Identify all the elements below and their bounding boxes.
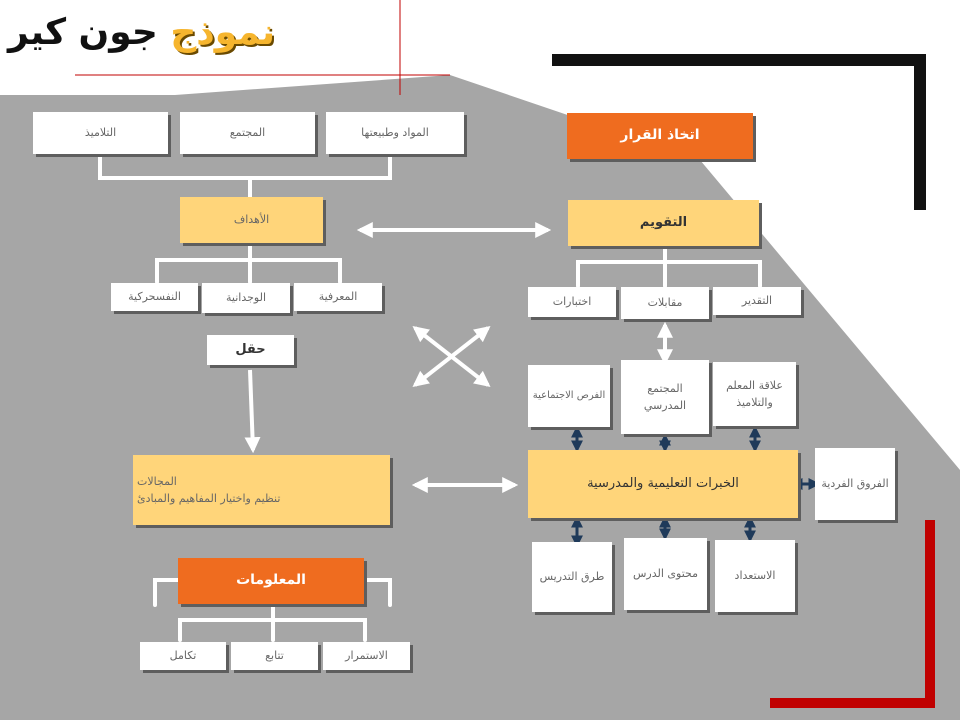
box-readiness: الاستعداد <box>715 540 795 612</box>
box-goals: الأهداف <box>180 197 323 243</box>
box-domains <box>133 455 390 525</box>
box-students: التلاميذ <box>33 112 168 154</box>
title-part-model: نموذج <box>170 12 276 53</box>
connector-top-sources <box>100 152 390 178</box>
title-part-name: جون كير <box>8 12 158 53</box>
domains-text: تنظيم واختيار المفاهيم والمبادئ <box>137 492 281 505</box>
box-evaluation: التقويم <box>568 200 759 246</box>
box-decision: اتخاذ القرار <box>567 113 753 159</box>
box-experiences: الخبرات التعليمية والمدرسية <box>528 450 798 518</box>
box-sequence: تتابع <box>231 642 318 670</box>
box-lesson-content: محتوى الدرس <box>624 538 707 610</box>
box-cognitive: المعرفية <box>294 283 382 311</box>
box-teacher-relation: علاقة المعلم والتلاميذ <box>713 362 796 426</box>
box-continuity: الاستمرار <box>323 642 410 670</box>
box-interviews: مقابلات <box>621 287 709 319</box>
box-materials: المواد وطبيعتها <box>326 112 464 154</box>
box-school-community: المجتمع المدرسي <box>621 360 709 434</box>
arrow-field-domains <box>250 370 253 450</box>
box-integration: تكامل <box>140 642 226 670</box>
box-individual-differences: الفروق الفردية <box>815 448 895 520</box>
box-field: حقل <box>207 335 294 365</box>
connector-eval-types <box>578 262 760 286</box>
box-social-opportunities: الفرص الاجتماعية <box>528 365 610 427</box>
box-information: المعلومات <box>178 558 364 604</box>
page-title <box>8 12 275 53</box>
box-affective: الوجدانية <box>202 283 290 313</box>
domains-title: المجالات <box>137 474 177 488</box>
box-tests: اختبارات <box>528 287 616 317</box>
box-society: المجتمع <box>180 112 315 154</box>
box-estimation: التقدير <box>713 287 801 315</box>
box-teaching-methods: طرق التدريس <box>532 542 612 612</box>
box-psychomotor: النفسحركية <box>111 283 198 311</box>
